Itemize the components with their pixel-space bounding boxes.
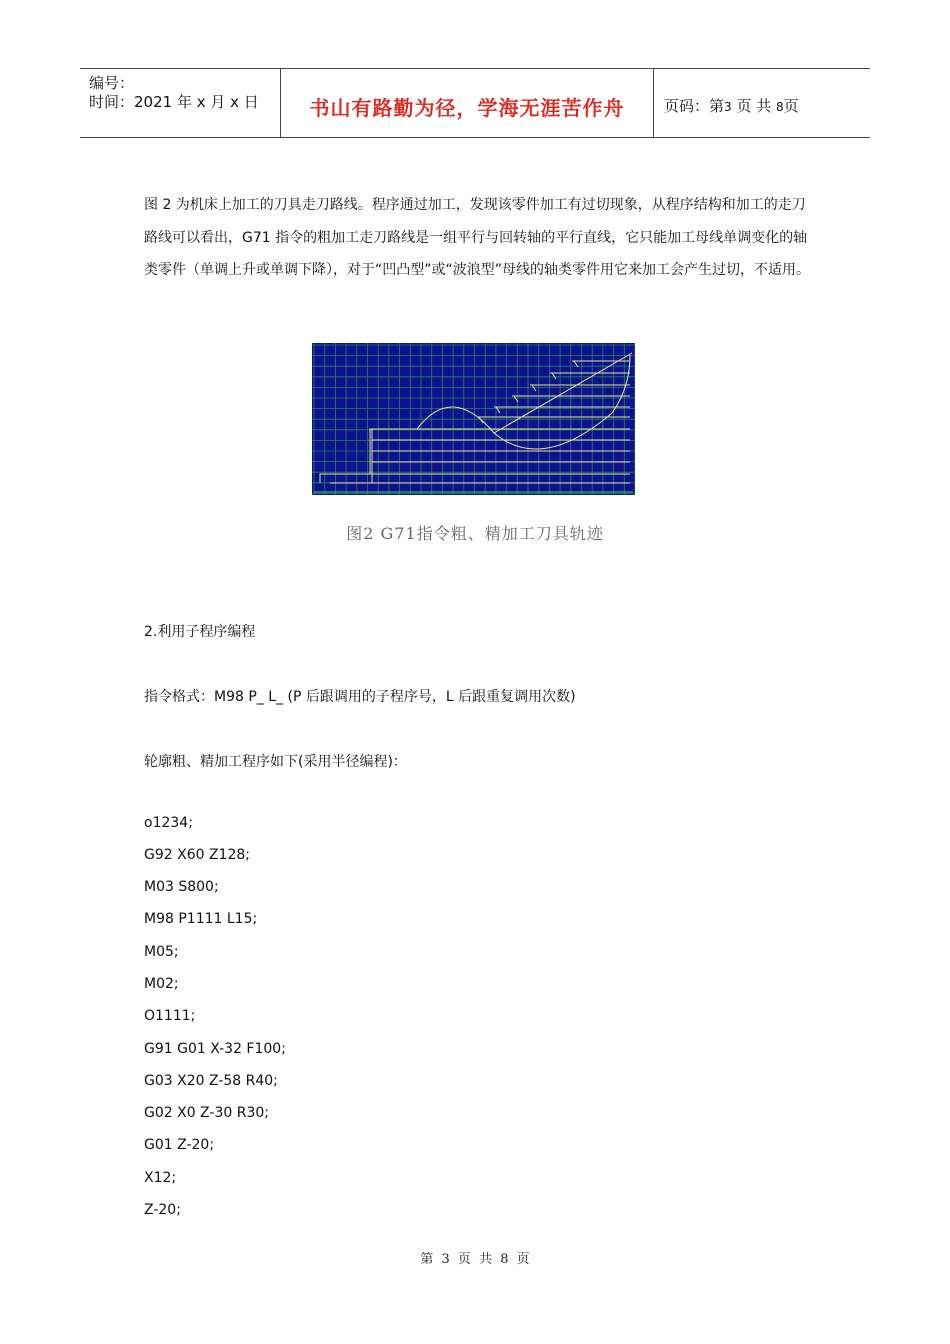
- code-line: O1111;: [144, 1008, 196, 1024]
- section-heading: 2.利用子程序编程: [144, 624, 256, 640]
- page-header: [80, 68, 870, 138]
- code-line: M02;: [144, 976, 179, 992]
- header-page-cell: [654, 69, 870, 137]
- toolpath-canvas: [312, 343, 635, 495]
- code-line: M98 P1111 L15;: [144, 911, 258, 927]
- page-suffix: 页: [783, 97, 799, 115]
- step-profile: [320, 429, 417, 483]
- code-line: G91 G01 X-32 F100;: [144, 1041, 286, 1057]
- figure-grid: [312, 343, 635, 495]
- header-page-number: [664, 95, 799, 116]
- code-line: M05;: [144, 944, 179, 960]
- page-total: 8: [776, 100, 784, 114]
- code-line: G92 X60 Z128;: [144, 847, 250, 863]
- page-mid: 页 共: [736, 97, 772, 115]
- toolpath-lines: [314, 353, 633, 492]
- toolpath-figure: [312, 343, 635, 495]
- header-motto: 书山有路勤为径，学海无涯苦作舟: [309, 96, 625, 120]
- code-line: o1234;: [144, 815, 193, 831]
- code-line: M03 S800;: [144, 879, 219, 895]
- header-meta-cell: [80, 69, 281, 137]
- figure-caption: 图2 G71指令粗、精加工刀具轨迹: [346, 524, 604, 543]
- intro-paragraph: 图 2 为机床上加工的刀具走刀路线。程序通过加工，发现该零件加工有过切现象，从程序结构和加工的走刀路线可以看出，G71 指令的粗加工走刀路线是一组平行与回转轴的平行直线，它只能加工母线单调变化的轴类零件（单调上升或单调下降），对于“凹凸型”或“波浪型”母线的轴类零件用它来加工会产生过切，不适用。: [144, 197, 811, 279]
- program-intro: 轮廓粗、精加工程序如下(采用半径编程)：: [144, 754, 407, 770]
- page-prefix: 页码：第: [664, 97, 725, 115]
- code-line: G02 X0 Z-30 R30;: [144, 1105, 269, 1121]
- code-line: G01 Z-20;: [144, 1137, 215, 1153]
- header-motto-cell: [281, 69, 654, 137]
- code-line: Z-20;: [144, 1202, 181, 1218]
- concave-arc: [494, 355, 630, 449]
- instruction-format: 指令格式：M98 P_ L_ (P 后跟调用的子程序号，L 后跟重复调用次数): [144, 689, 576, 705]
- envelope-line: [494, 353, 632, 433]
- page-footer: 第 3 页 共 8 页: [420, 1252, 530, 1267]
- retract-ticks: [479, 361, 578, 423]
- code-line: G03 X20 Z-58 R40;: [144, 1073, 278, 1089]
- document-time-label: 时间：2021 年 x 月 x 日: [89, 93, 259, 111]
- code-line: X12;: [144, 1170, 177, 1186]
- page-current: 3: [724, 100, 732, 114]
- document-number-label: 编号：: [89, 74, 135, 92]
